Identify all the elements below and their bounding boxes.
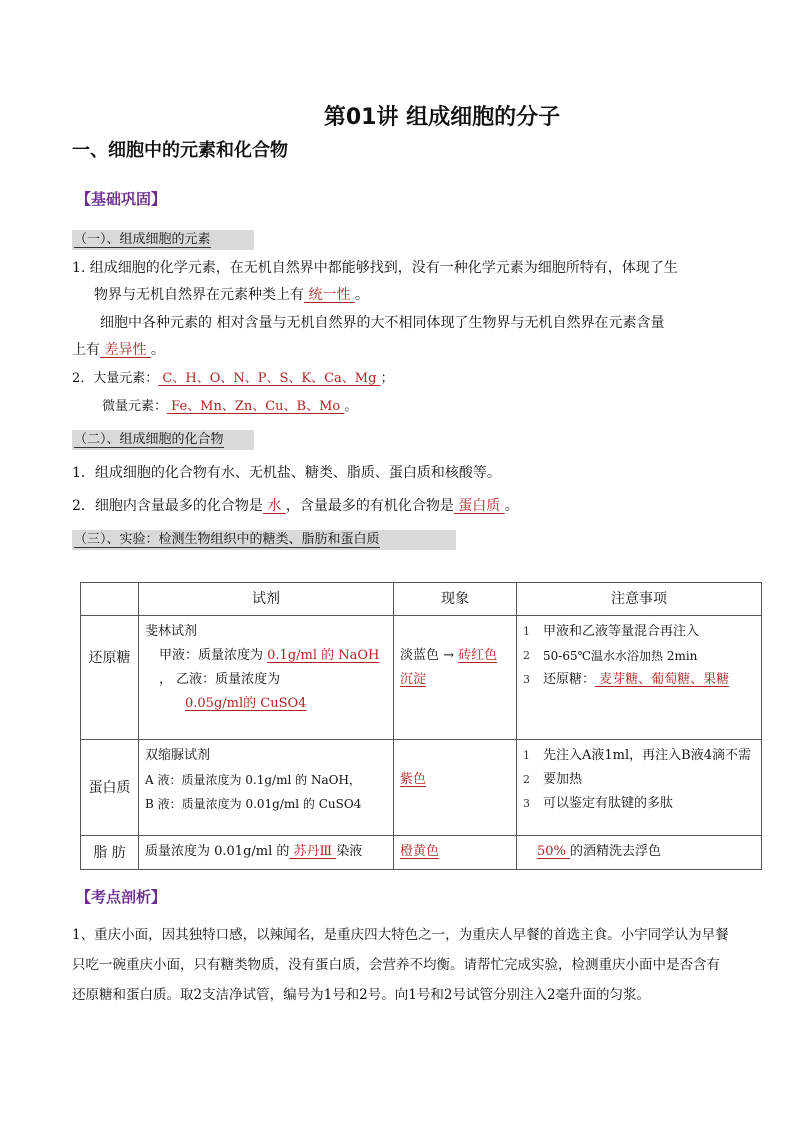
text: 2．大量元素： [72,371,159,386]
item2-line2 [102,395,357,419]
text: 的酒精洗去浮色 [570,844,662,859]
header-cell: 现象 [394,583,517,616]
answer-blank: C、H、O、N、P、S、K、Ca、Mg [158,371,381,386]
subsection-bar-1 [72,230,254,250]
note-text: 50-65℃温水水浴加热 2min [543,649,698,663]
answer-blank: 50% [537,844,571,859]
text: ， 乙液：质量浓度为 [159,672,281,687]
b-line: B 液：质量浓度为 0.01g/ml 的 CuSO4 [145,797,362,811]
note-text: 甲液和乙液等量混合再注入 [543,624,700,639]
text: 染液 [336,844,363,859]
notes-cell [517,616,762,740]
page-title: 第01讲 组成细胞的分子 [323,105,561,130]
answer-blank: 水 [262,498,286,514]
text: 。 [504,498,519,514]
answer-blank: 麦芽糖、葡萄糖、果糖 [595,672,730,687]
item1-line4 [72,338,165,362]
text: 还原糖： [543,672,596,687]
text: 上有 [72,342,100,358]
item1-line3: 细胞中各种元素的 相对含量与无机自然界的大不相同体现了生物界与无机自然界在元素含量 [100,315,665,331]
table-header-row [81,583,762,616]
note-item [523,644,755,668]
note-number: 3 [523,797,530,810]
subsection-label: （三）、实验：检测生物组织中的糖类、脂肪和蛋白质 [74,532,380,547]
experiment-table [80,582,762,870]
reagent-cell [139,836,394,870]
reagent-cell [139,616,394,740]
row-label: 蛋白质 [81,740,139,836]
answer-blank: 苏丹Ⅲ [289,844,337,859]
answer-blank: Fe、Mn、Zn、Cu、B、Mo [167,399,345,414]
item4-line [72,494,519,518]
note-number-text: 2 [523,773,530,786]
header-cell [81,583,139,616]
note-text [543,668,755,692]
text: ，含量最多的有机化合物是 [285,498,454,514]
text: 2．细胞内含量最多的化合物是 [72,498,263,514]
row-label: 脂 肪 [81,836,139,870]
subsection-label: （二）、组成细胞的化合物 [74,432,224,447]
jia-line [145,644,387,692]
answer-blank: 0.05g/ml的 CuSO4 [185,696,307,711]
exam-tag: 【考点剖析】 [76,888,167,906]
section-heading: 一、细胞中的元素和化合物 [72,140,288,161]
yi-line [145,692,387,716]
answer-blank: 统一性 [304,287,355,303]
reagent-name: 双缩脲试剂 [145,748,211,763]
answer-blank: 橙黄色 [400,844,440,859]
notes-cell [517,836,762,870]
text: 物界与无机自然界在元素种类上有 [94,287,304,303]
text: 微量元素： [102,399,168,414]
answer-blank: 紫色 [400,772,427,787]
text: 甲液：质量浓度为 [159,648,268,663]
answer-blank: 砖红色沉淀 [400,648,498,687]
item1-line1: 1. 组成细胞的化学元素，在无机自然界中都能够找到，没有一种化学元素为细胞所特有，体现了生 [72,260,678,276]
note-item [523,744,755,792]
note-number: 3 [523,673,530,686]
text: 。 [344,399,358,414]
phenomenon-cell [394,740,517,836]
table-row [81,740,762,836]
note-item [523,668,755,692]
text: 。 [150,342,165,358]
text: 质量浓度为 0.01g/ml 的 [145,844,290,859]
note-number: 2 [523,649,530,662]
subsection-bar-3 [72,530,456,550]
answer-blank: 蛋白质 [453,498,505,514]
phenomenon-cell [394,836,517,870]
header-cell: 试剂 [139,583,394,616]
note-number-text: 1 [523,749,530,762]
note-number: 1 [523,625,530,638]
basic-tag: 【基础巩固】 [76,190,167,208]
phenomenon-cell [394,616,517,740]
text: ； [380,371,394,386]
header-cell: 注意事项 [517,583,762,616]
text: 。 [354,287,369,303]
note-text: 先注入A液1ml，再注入B液4滴不需要加热 [543,748,751,787]
subsection-label: （一）、组成细胞的元素 [74,232,211,247]
answer-blank: 0.1g/ml 的 NaOH [267,648,380,663]
subsection-bar-2 [72,430,254,450]
item2-line1 [72,367,394,391]
table-row [81,616,762,740]
note-number [523,744,543,792]
reagent-cell [139,740,394,836]
note-item [523,792,755,816]
note-item [523,620,755,644]
row-label: 还原糖 [81,616,139,740]
reagent-name: 斐林试剂 [145,624,198,639]
a-line: A 液：质量浓度为 0.1g/ml 的 NaOH， [145,773,361,787]
item3-line: 1．组成细胞的化合物有水、无机盐、糖类、脂质、蛋白质和核酸等。 [72,465,501,481]
answer-blank: 差异性 [100,342,151,358]
question-paragraph: 1、重庆小面，因其独特口感，以辣闻名，是重庆四大特色之一，为重庆人早餐的首选主食。小宇同学认为早餐只吃一碗重庆小面，只有糖类物质，没有蛋白质，会营养不均衡。请帮忙完成实验，检测重庆小面中是否含有还原糖和蛋白质。取2支洁净试管，编号为1号和2号。向1号和2号试管分别注入2毫升面的匀浆。 [72,927,729,1003]
text: 淡蓝色 → [400,648,459,663]
note-text: 可以鉴定有肽键的多肽 [543,796,674,811]
table-row [81,836,762,870]
notes-cell [517,740,762,836]
item1-line2 [94,283,369,307]
